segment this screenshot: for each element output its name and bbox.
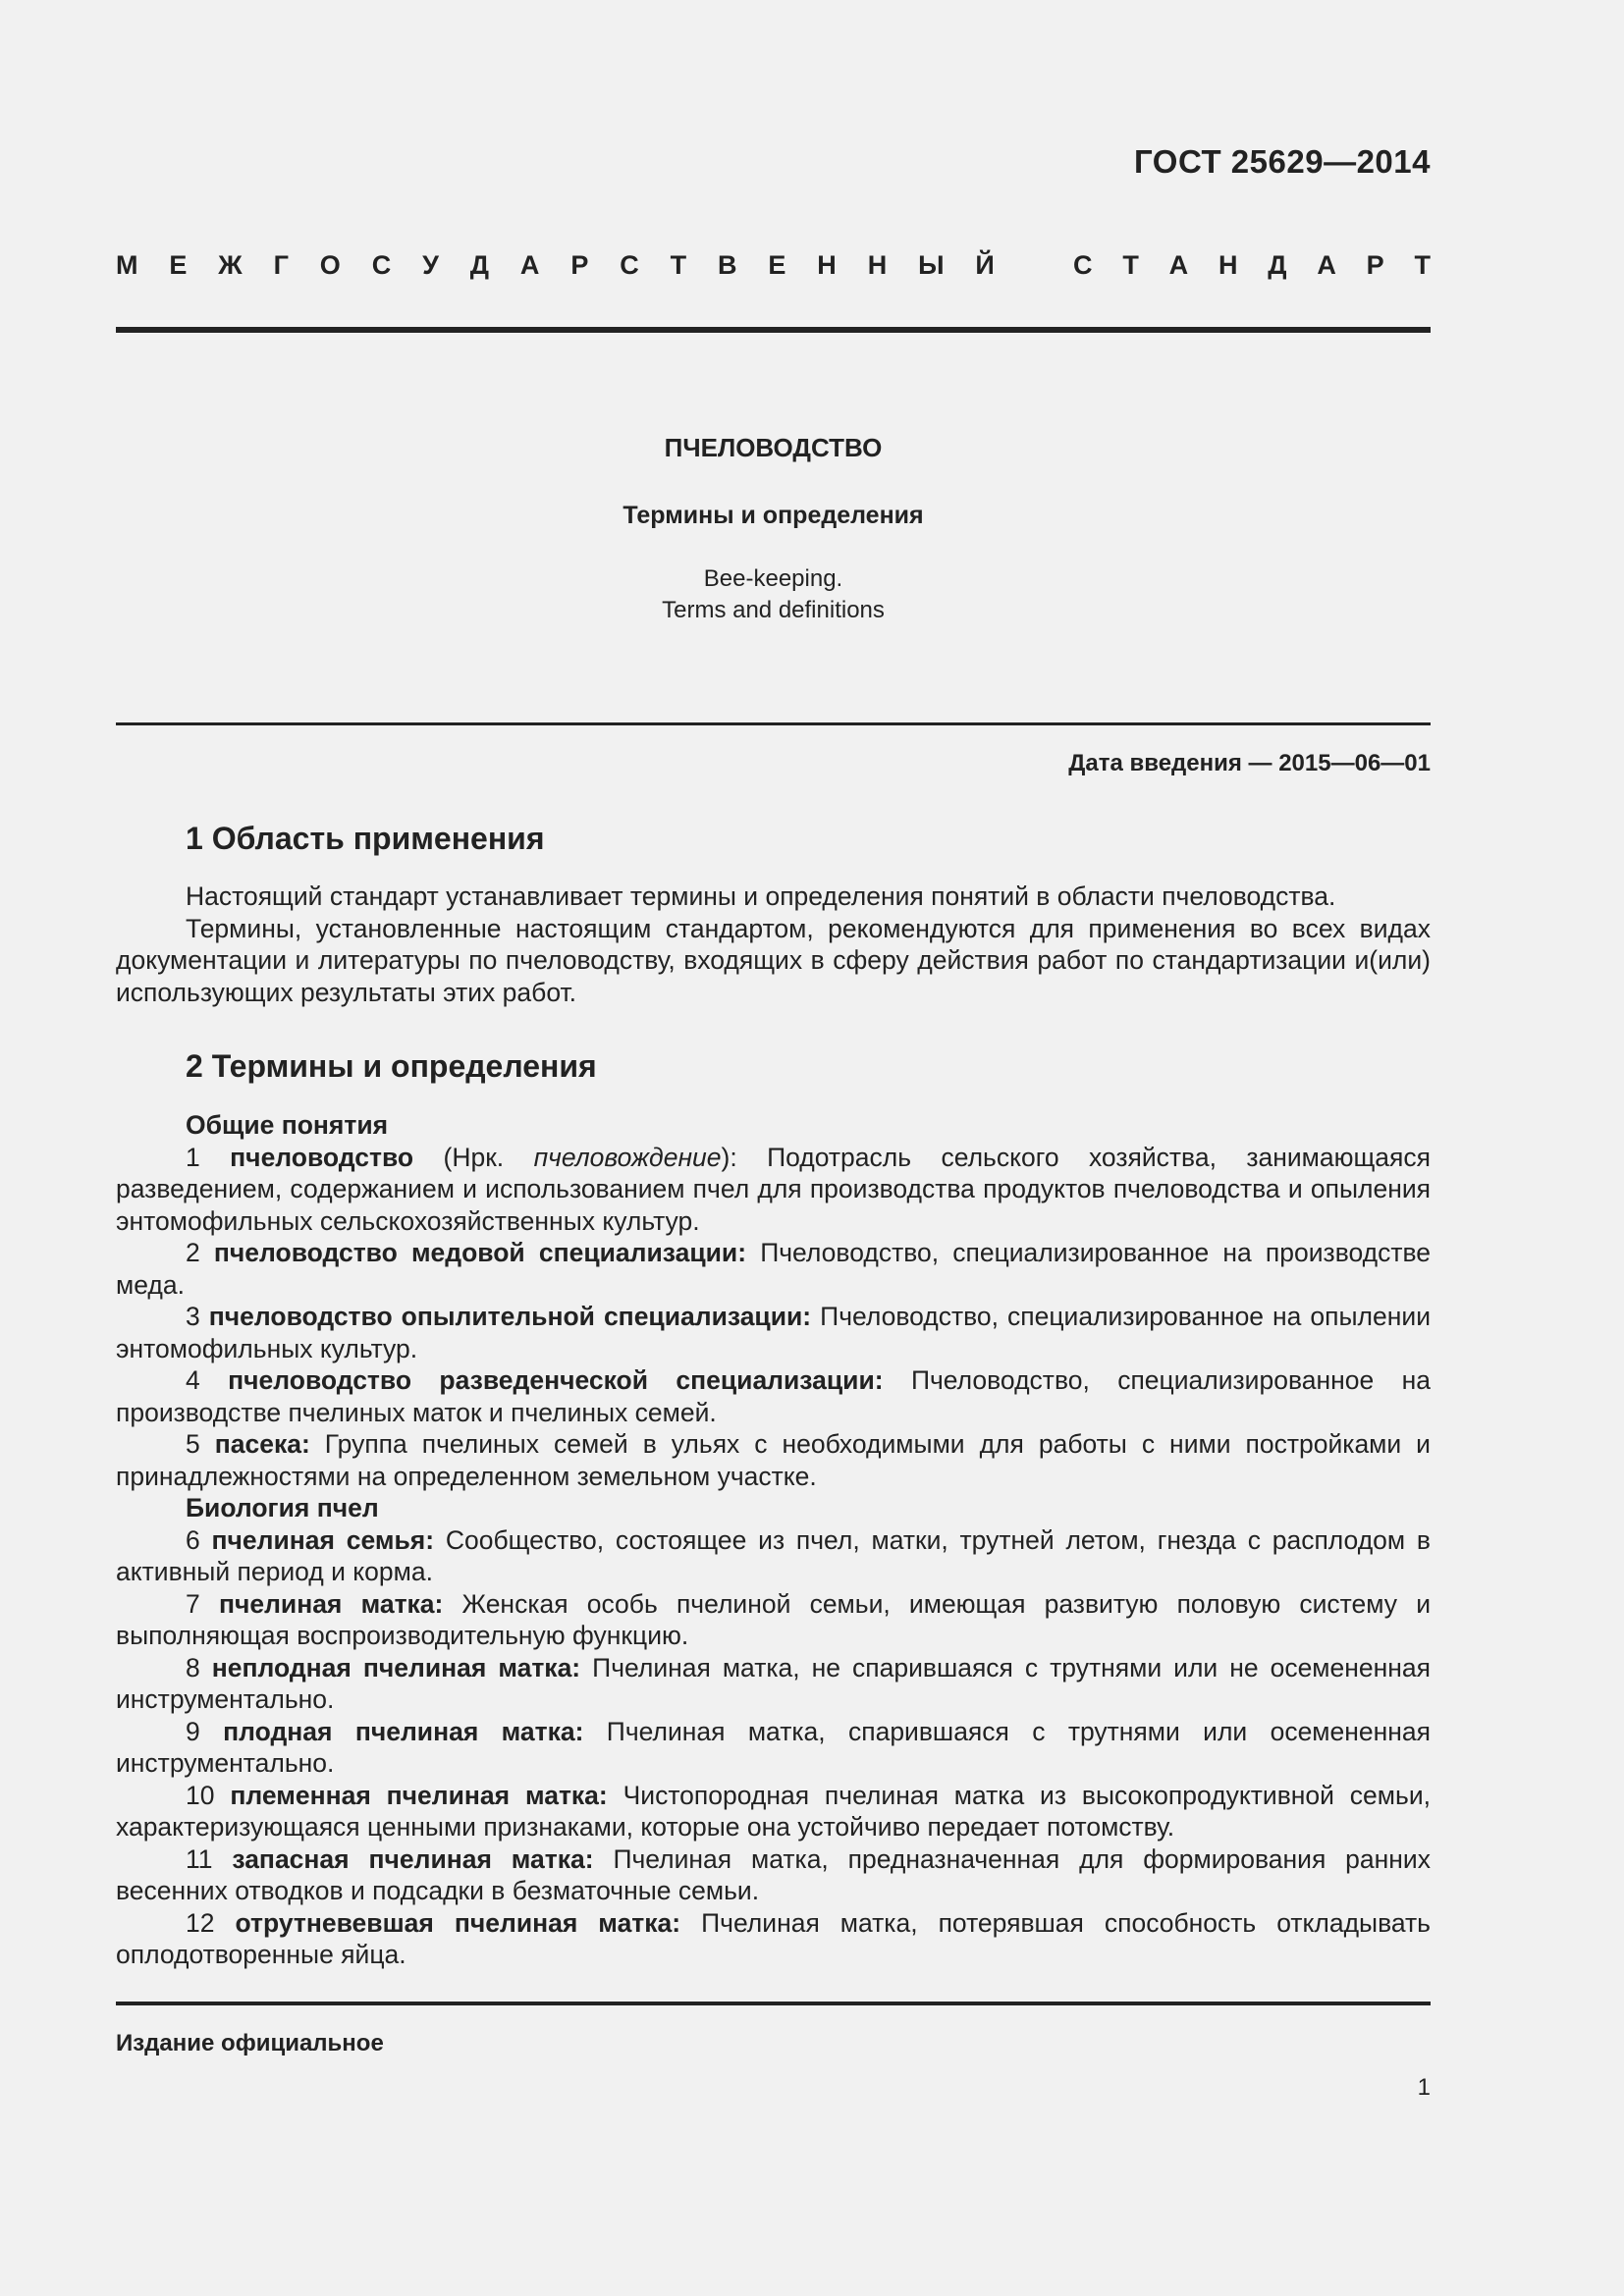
- kind-letter: Д: [469, 250, 490, 280]
- term-definition: Чистопородная пчелиная матка из высокопродуктивной семьи, характеризующаяся ценными признаками, которые она устойчиво передает потомству.: [116, 1780, 1431, 1842]
- term-entry: [116, 1588, 1431, 1652]
- term-number: 1: [186, 1142, 200, 1172]
- term-number: 10: [186, 1780, 215, 1810]
- english-title-line-2: Terms and definitions: [662, 597, 885, 623]
- term-definition: Пчелиная матка, потерявшая способность откладывать оплодотворенные яйца.: [116, 1907, 1431, 1969]
- term-entry: [116, 1843, 1431, 1907]
- section-1-body: [116, 881, 1431, 1008]
- kind-letter: С: [371, 250, 392, 280]
- term-number: 5: [186, 1429, 200, 1459]
- kind-letter: М: [116, 250, 138, 280]
- term-name: пчеловодство разведенческой специализации:: [228, 1365, 884, 1395]
- kind-letter: Н: [867, 250, 888, 280]
- term-name: пчеловодство опылительной специализации:: [208, 1302, 812, 1331]
- paragraph: Настоящий стандарт устанавливает термины и определения понятий в области пчеловодства.: [186, 881, 1336, 911]
- term-entry: [116, 1780, 1431, 1843]
- term-number: 8: [186, 1652, 200, 1682]
- effective-date: Дата введения — 2015—06—01: [1068, 750, 1431, 776]
- group-heading-general: Общие понятия: [186, 1110, 389, 1140]
- term-name: плодная пчелиная матка:: [223, 1716, 584, 1746]
- standard-code: ГОСТ 25629—2014: [1134, 143, 1431, 180]
- kind-letter: А: [519, 250, 540, 280]
- term-definition: Пчелиная матка, спарившаяся с трутнями или осемененная инструментально.: [116, 1716, 1431, 1778]
- term-definition: Сообщество, состоящее из пчел, матки, трутней летом, гнезда с расплодом в активный период и корма.: [116, 1524, 1431, 1586]
- term-definition: Группа пчелиных семей в ульях с необходимыми для работы с ними постройками и принадлежностями на определенном земельном участке.: [116, 1429, 1431, 1491]
- term-entry: [116, 1237, 1431, 1301]
- term-number: 2: [186, 1238, 200, 1267]
- page-number: 1: [1417, 2074, 1431, 2101]
- kind-letter: О: [319, 250, 341, 280]
- kind-letter: Ы: [918, 250, 945, 280]
- term-definition: Пчеловодство, специализированное на производстве меда.: [116, 1238, 1431, 1300]
- term-entry: [116, 1907, 1431, 1971]
- term-definition: Подотрасль сельского хозяйства, занимающаяся разведением, содержанием и использованием пчел для производства продуктов пчеловодства и опыления энтомофильных сельскохозяйственных культур.: [116, 1142, 1431, 1236]
- kind-letter: Е: [768, 250, 786, 280]
- document-subtitle: Термины и определения: [623, 502, 924, 529]
- kind-letter: С: [1073, 250, 1093, 280]
- term-name: отрутневевшая пчелиная матка:: [235, 1907, 681, 1938]
- kind-letter: Т: [1414, 250, 1431, 280]
- term-number: 11: [186, 1843, 213, 1874]
- term-entry: [116, 1142, 1431, 1238]
- kind-letter: Т: [670, 250, 687, 280]
- official-edition-label: Издание официальное: [116, 2030, 384, 2056]
- term-definition: Пчеловодство, специализированное на опылении энтомофильных культур.: [116, 1302, 1431, 1363]
- english-title-line-1: Bee-keeping.: [703, 565, 843, 592]
- kind-letter: Н: [1218, 250, 1238, 280]
- kind-letter: Р: [1366, 250, 1384, 280]
- footer-rule: [116, 2002, 1431, 2005]
- term-definition: Пчеловодство, специализированное на производстве пчелиных маток и пчелиных семей.: [116, 1365, 1431, 1427]
- term-number: 3: [186, 1302, 200, 1331]
- section-2-heading: 2 Термины и определения: [186, 1048, 597, 1084]
- term-deprecated: пчеловождение: [533, 1142, 722, 1172]
- kind-word-interstate: [116, 250, 995, 281]
- term-name: пчелиная семья:: [211, 1524, 435, 1555]
- section-2-body: [116, 1109, 1431, 1971]
- standard-kind: [116, 250, 1431, 281]
- term-number: 4: [186, 1365, 200, 1395]
- term-name: пчелиная матка:: [218, 1588, 444, 1619]
- kind-letter: Д: [1268, 250, 1287, 280]
- header-rule: [116, 327, 1431, 333]
- term-definition: Женская особь пчелиной семьи, имеющая развитую половую систему и выполняющая воспроизводительную функцию.: [116, 1588, 1431, 1650]
- title-rule: [116, 722, 1431, 725]
- term-definition: Пчелиная матка, предназначенная для формирования ранних весенних отводков и подсадки в безматочные семьи.: [116, 1843, 1431, 1905]
- kind-letter: Ж: [218, 250, 243, 280]
- term-name: пасека:: [214, 1429, 310, 1459]
- kind-letter: У: [422, 250, 439, 280]
- kind-letter: Е: [169, 250, 188, 280]
- term-number: 6: [186, 1524, 200, 1555]
- term-entry: [116, 1524, 1431, 1588]
- term-name: пчеловодство медовой специализации:: [213, 1238, 747, 1267]
- group-heading-biology: Биология пчел: [186, 1493, 379, 1522]
- kind-letter: А: [1168, 250, 1189, 280]
- term-number: 7: [186, 1588, 200, 1619]
- kind-word-standard: [1073, 250, 1431, 281]
- term-entry: [116, 1364, 1431, 1428]
- term-name: пчеловодство: [230, 1142, 414, 1172]
- kind-letter: Н: [817, 250, 837, 280]
- term-number: 12: [186, 1907, 215, 1938]
- section-1-heading: 1 Область применения: [186, 821, 545, 856]
- term-name: запасная пчелиная матка:: [232, 1843, 594, 1874]
- kind-letter: Й: [975, 250, 995, 280]
- term-entry: [116, 1716, 1431, 1780]
- term-number: 9: [186, 1716, 200, 1746]
- term-definition: Пчелиная матка, не спарившаяся с трутнями или не осемененная инструментально.: [116, 1652, 1431, 1714]
- kind-letter: Т: [1122, 250, 1139, 280]
- term-note: (Нрк.: [413, 1142, 534, 1172]
- term-note-close: ):: [721, 1142, 737, 1172]
- kind-letter: С: [620, 250, 639, 280]
- term-name: неплодная пчелиная матка:: [211, 1652, 581, 1682]
- kind-letter: В: [718, 250, 737, 280]
- term-entry: [116, 1301, 1431, 1364]
- term-name: племенная пчелиная матка:: [230, 1780, 608, 1810]
- kind-letter: А: [1317, 250, 1336, 280]
- term-entry: [116, 1428, 1431, 1492]
- term-entry: [116, 1652, 1431, 1716]
- kind-letter: Р: [570, 250, 589, 280]
- document-title: ПЧЕЛОВОДСТВО: [664, 433, 883, 462]
- paragraph: Термины, установленные настоящим стандартом, рекомендуются для применения во всех видах документации и литературы по пчеловодству, входящих в сферу действия работ по стандартизации и(или) использующих результаты этих работ.: [116, 913, 1431, 1007]
- english-title: [116, 563, 1431, 626]
- kind-letter: Г: [273, 250, 289, 280]
